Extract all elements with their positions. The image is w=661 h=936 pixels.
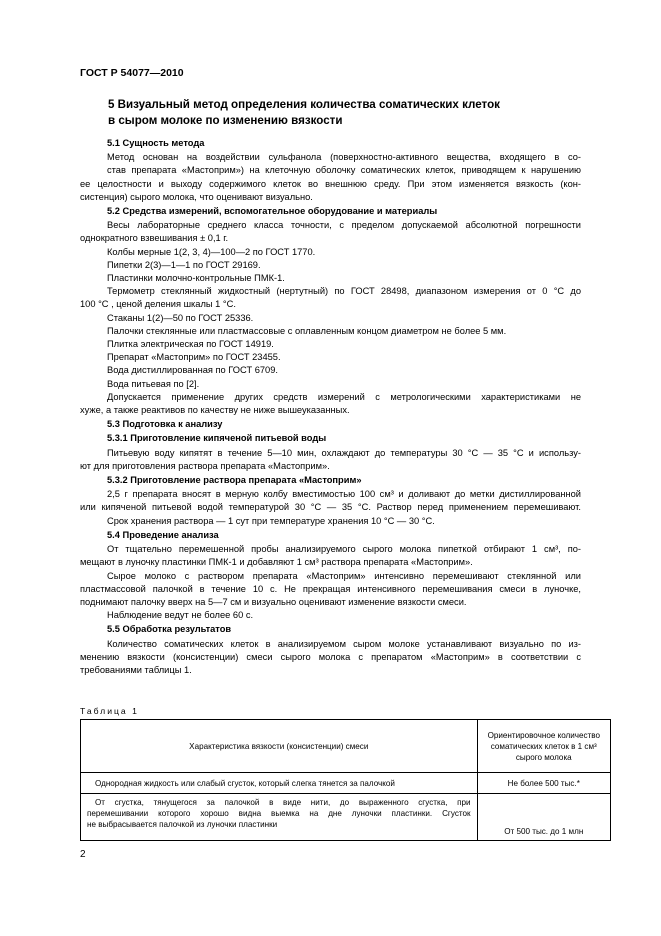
text-line: однократного взвешивания ± 0,1 г.	[80, 233, 229, 244]
subsection-heading-5-3-2: 5.3.2 Приготовление раствора препарата «Мастоприм»	[107, 475, 362, 486]
text-line: От тщательно перемешенной пробы анализируемого сырого молока пипеткой отбирают 1 см³, по-	[107, 544, 581, 555]
text-line: пластмассовой палочкой в течение 10 с. Не прекращая интенсивного перемешивания смеси в луночке,	[80, 583, 581, 594]
header-line: соматических клеток в 1 см³	[490, 741, 597, 751]
subsection-heading-5-3: 5.3 Подготовка к анализу	[107, 419, 223, 430]
table-cell	[81, 794, 478, 841]
subsection-heading-5-2: 5.2 Средства измерений, вспомогательное оборудование и материалы	[107, 206, 438, 217]
text-line: менению вязкости (консистенции) смеси сырого молока с препаратом «Мастоприм» в соответствии с	[80, 651, 581, 662]
text-line: Метод основан на воздействии сульфанола (поверхностно-активного вещества, входящего в со-	[107, 152, 581, 163]
cell-line: От сгустка, тянущегося за палочкой в виде нити, до выраженного сгустка, при	[95, 798, 471, 807]
text-line: 2,5 г препарата вносят в мерную колбу вместимостью 100 см³ и доливают до метки дистиллированной	[107, 489, 581, 500]
text-line: систенция) сырого молока, что оценивают визуально.	[80, 191, 313, 202]
table-cell: Не более 500 тыс.*	[477, 773, 610, 794]
subsection-heading-5-1: 5.1 Сущность метода	[107, 138, 205, 148]
document-body	[80, 97, 581, 677]
header-line: Ориентировочное количество	[487, 730, 600, 740]
text-line: Количество соматических клеток в анализируемом сыром молоке устанавливают визуально по из-	[107, 638, 581, 649]
cell-line: перемешивании которого хорошо видна выемка на дне луночки пластинки. Сгусток	[87, 809, 471, 818]
list-item: Препарат «Мастоприм» по ГОСТ 23455.	[107, 352, 281, 363]
section-title	[108, 97, 581, 129]
text-line: Допускается применение других средств измерений с метрологическими характеристиками не	[107, 391, 581, 402]
subsection-heading-5-3-1: 5.3.1 Приготовление кипяченой питьевой воды	[107, 433, 327, 444]
text-line: хуже, а также реактивов по качеству не ниже вышеуказанных.	[80, 405, 350, 416]
list-item: Плитка электрическая по ГОСТ 14919.	[107, 339, 274, 350]
text-line: поднимают палочку вверх на 5—7 см и визуально оценивают изменение вязкости смеси.	[80, 596, 467, 607]
text-line: мещают в луночку пластинки ПМК-1 и добавляют 1 см³ раствора препарата «Мастоприм».	[80, 557, 473, 568]
subsection-heading-5-4: 5.4 Проведение анализа	[107, 529, 219, 540]
table-header-row	[81, 720, 611, 773]
text-line: Питьевую воду кипятят в течение 5—10 мин, охлаждают до температуры 30 °С — 35 °С и использу-	[107, 447, 581, 458]
list-item: Пластинки молочно-контрольные ПМК-1.	[107, 273, 285, 284]
table-row	[81, 794, 611, 841]
table-header-cell	[477, 720, 610, 773]
section-title-line: 5 Визуальный метод определения количества соматических клеток	[108, 98, 500, 111]
text-line: ют для приготовления раствора препарата «Мастоприм».	[80, 460, 330, 471]
table-cell: Однородная жидкость или слабый сгусток, который слегка тянется за палочкой	[81, 773, 478, 794]
text-line: требованиями таблицы 1.	[80, 664, 192, 675]
table-header-cell: Характеристика вязкости (консистенции) смеси	[81, 720, 478, 773]
text-line: став препарата «Мастоприм») на клеточную оболочку соматических клеток, приводящем к нарушению	[107, 165, 581, 176]
list-item: Термометр стеклянный жидкостный (нертутный) по ГОСТ 28498, диапазоном измерения от 0 °С до	[107, 286, 581, 297]
table-caption: Таблица 1	[80, 706, 139, 716]
section-title-line: в сыром молоке по изменению вязкости	[108, 114, 343, 127]
text-line: Наблюдение ведут не более 60 с.	[107, 610, 254, 621]
document-header: ГОСТ Р 54077—2010	[80, 67, 184, 79]
paragraph	[80, 151, 581, 204]
text-line: ее целостности и выходу содержимого клеток во внешнюю среду. При этом изменяется вязкость (кон-	[80, 178, 581, 189]
text-line: Весы лабораторные среднего класса точности, с пределом допускаемой абсолютной погрешности	[107, 220, 581, 231]
text-line: или кипяченой питьевой водой температурой 30 °С — 35 °С. Раствор перед применением перемешивают.	[80, 502, 581, 513]
viscosity-table	[80, 719, 611, 841]
list-item: Палочки стеклянные или пластмассовые с оплавленным концом диаметром не более 5 мм.	[107, 325, 507, 336]
header-line: сырого молока	[515, 752, 572, 762]
table-row	[81, 773, 611, 794]
list-item: Вода дистиллированная по ГОСТ 6709.	[107, 365, 278, 376]
list-item: Вода питьевая по [2].	[107, 378, 200, 389]
table-cell: От 500 тыс. до 1 млн	[477, 794, 610, 841]
list-item: Пипетки 2(3)—1—1 по ГОСТ 29169.	[107, 259, 261, 270]
list-item: 100 °С , ценой деления шкалы 1 °С.	[80, 299, 236, 310]
page-number: 2	[80, 849, 86, 860]
subsection-heading-5-5: 5.5 Обработка результатов	[107, 624, 232, 635]
list-item: Колбы мерные 1(2, 3, 4)—100—2 по ГОСТ 1770.	[107, 246, 316, 257]
text-line: Срок хранения раствора — 1 сут при температуре хранения 10 °С — 30 °С.	[107, 515, 435, 526]
cell-line: не выбрасывается палочкой из луночки пластинки	[87, 820, 278, 829]
list-item: Стаканы 1(2)—50 по ГОСТ 25336.	[107, 312, 254, 323]
text-line: Сырое молоко с раствором препарата «Мастоприм» интенсивно перемешивают стеклянной или	[107, 570, 581, 581]
